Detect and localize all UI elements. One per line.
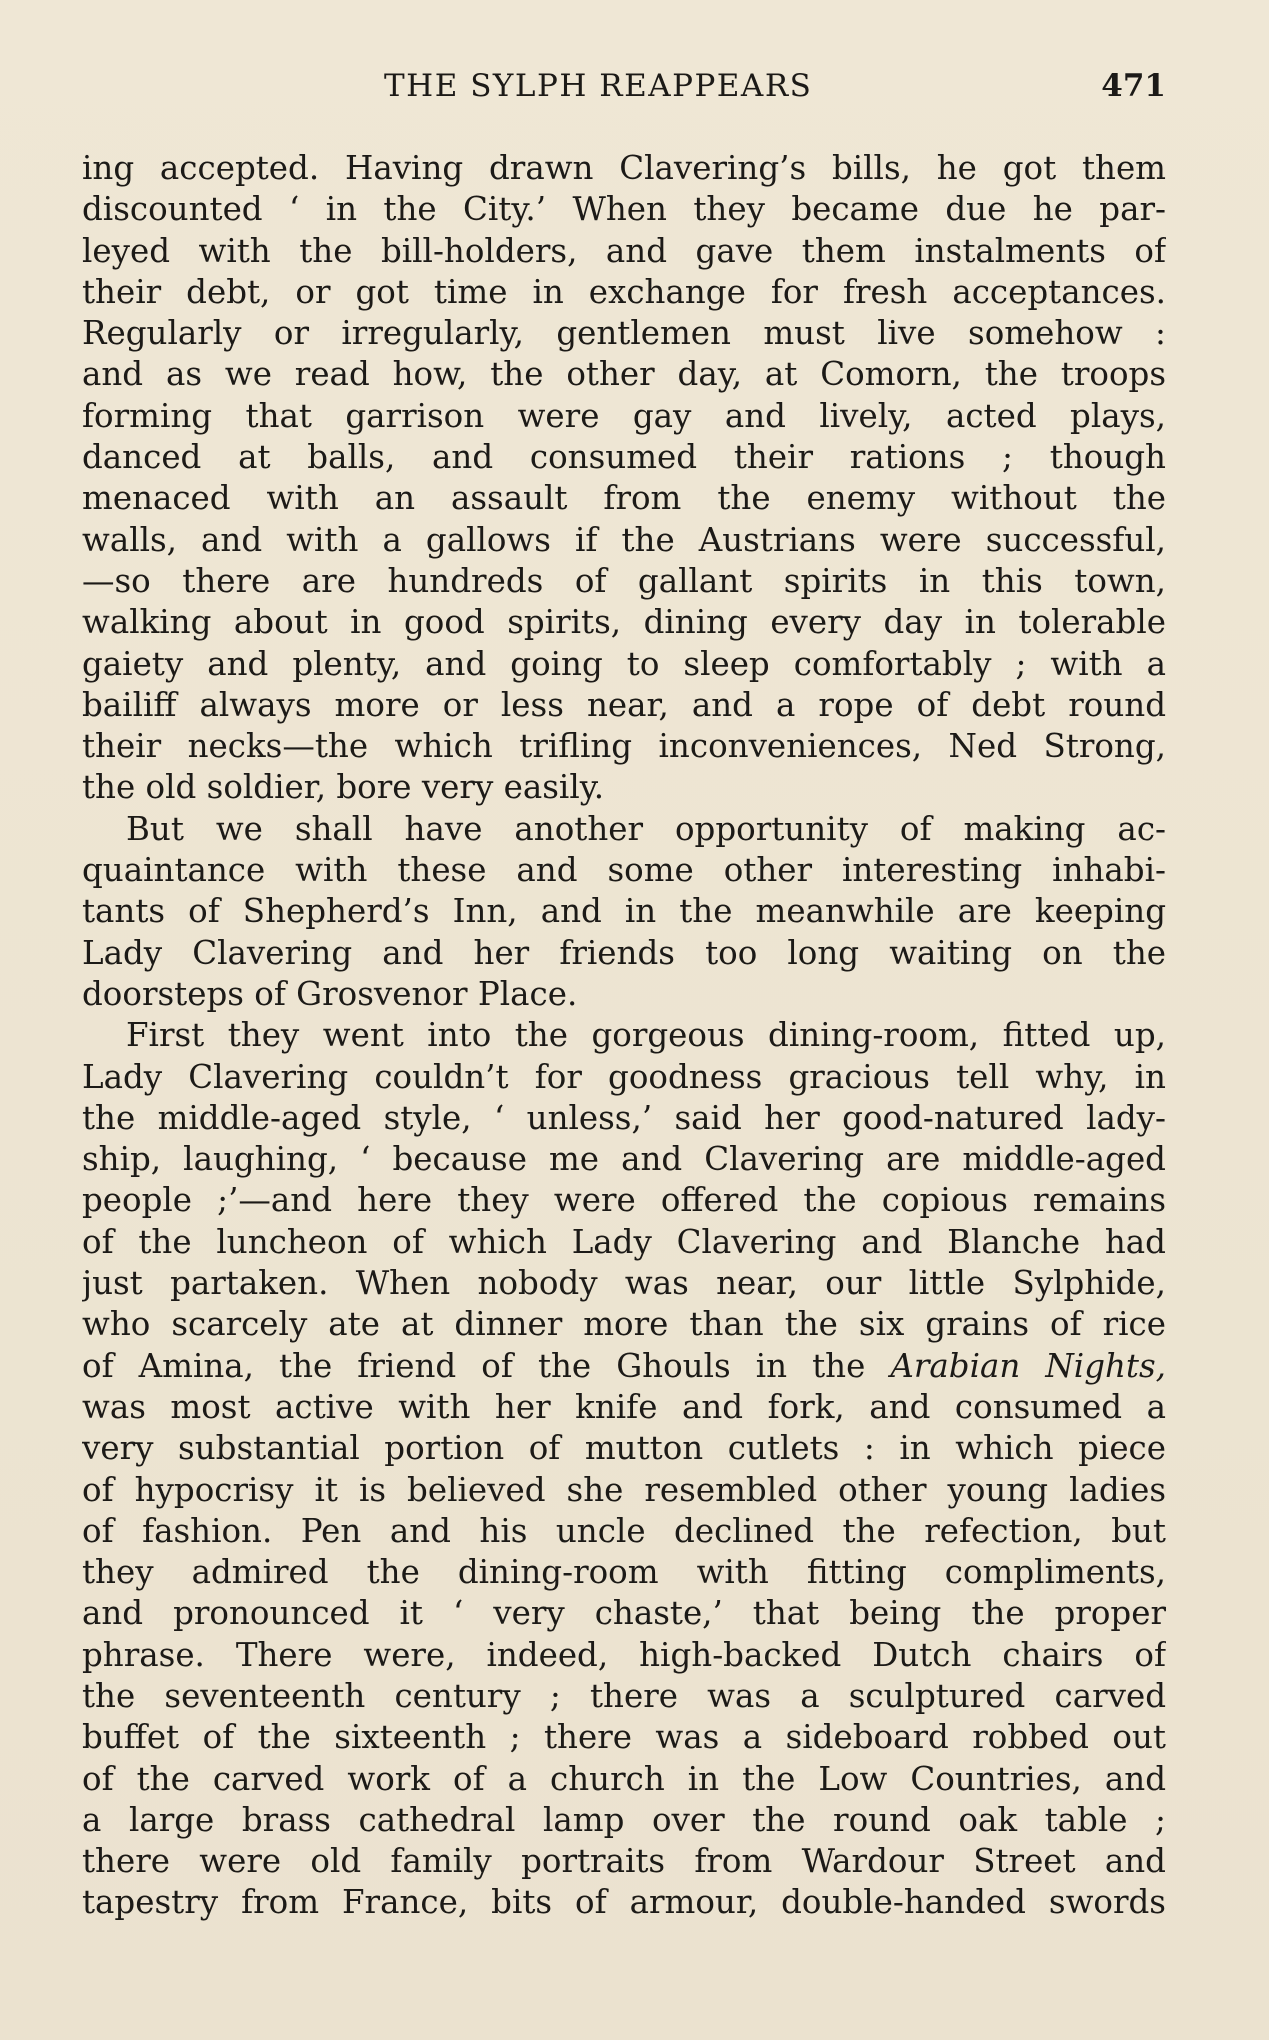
text-line: doorsteps of Grosvenor Place. [82, 974, 578, 1013]
text-line: people ;’—and here they were offered the copious remains [82, 1181, 1166, 1220]
text-line: forming that garrison were gay and lively, acted plays, [82, 396, 1166, 435]
text-line: menaced with an assault from the enemy without the [82, 479, 1166, 518]
text-line: ing accepted. Having drawn Clavering’s bills, he got them [82, 149, 1166, 187]
page-header [82, 64, 1166, 108]
text-line: discounted ‘ in the City.’ When they became due he par- [82, 190, 1166, 229]
text-line: buffet of the sixteenth ; there was a sideboard robbed out [82, 1718, 1166, 1757]
text-line: and as we read how, the other day, at Comorn, the troops [82, 355, 1166, 394]
text-line: of hypocrisy it is believed she resembled other young ladies [82, 1470, 1166, 1509]
text-line: the old soldier, bore very easily. [82, 768, 605, 807]
running-title: THE SYLPH REAPPEARS [384, 68, 813, 104]
text-line: just partaken. When nobody was near, our little Sylphide, [82, 1264, 1166, 1303]
text-line: Lady Clavering couldn’t for goodness gracious tell why, in [82, 1057, 1166, 1096]
text-line: First they went into the gorgeous dining-room, fitted up, [126, 1016, 1166, 1055]
text-line: But we shall have another opportunity of making ac- [126, 809, 1166, 848]
text-line: the seventeenth century ; there was a sculptured carved [82, 1676, 1166, 1715]
text-line: was most active with her knife and fork, and consumed a [82, 1387, 1166, 1426]
page-number: 471 [1101, 68, 1166, 104]
italic-title: Arabian Nights, [890, 1346, 1166, 1385]
text-line: walls, and with a gallows if the Austrians were successful, [82, 520, 1166, 559]
text-line: Lady Clavering and her friends too long waiting on the [82, 933, 1166, 972]
text-line: bailiff always more or less near, and a rope of debt round [82, 685, 1166, 724]
text-line: their debt, or got time in exchange for fresh acceptances. [82, 272, 1166, 311]
text-line: there were old family portraits from Wardour Street and [82, 1842, 1166, 1881]
text-line: the middle-aged style, ‘ unless,’ said her good-natured lady- [82, 1098, 1166, 1137]
text-line: leyed with the bill-holders, and gave them instalments of [82, 231, 1166, 270]
text-line: quaintance with these and some other interesting inhabi- [82, 851, 1166, 890]
body-text [82, 148, 1166, 1924]
text-line: very substantial portion of mutton cutlets : in which piece [82, 1429, 1166, 1468]
text-line: gaiety and plenty, and going to sleep comfortably ; with a [82, 644, 1166, 683]
text-line: their necks—the which trifling inconveniences, Ned Strong, [82, 727, 1166, 766]
text-line: phrase. There were, indeed, high-backed Dutch chairs of [82, 1635, 1166, 1674]
text-line: of the luncheon of which Lady Clavering and Blanche had [82, 1222, 1166, 1261]
text-line: ship, laughing, ‘ because me and Clavering are middle-aged [82, 1140, 1166, 1179]
text-line: walking about in good spirits, dining every day in tolerable [82, 603, 1166, 642]
text-line: of fashion. Pen and his uncle declined the refection, but [82, 1511, 1166, 1550]
text-line: a large brass cathedral lamp over the round oak table ; [82, 1800, 1166, 1839]
text-line-start: of Amina, the friend of the Ghouls in the [82, 1346, 891, 1385]
text-line: —so there are hundreds of gallant spirits in this town, [82, 561, 1166, 600]
text-line: they admired the dining-room with fitting compliments, [82, 1553, 1166, 1592]
text-line: tapestry from France, bits of armour, double-handed swords [82, 1883, 1166, 1922]
text-line: who scarcely ate at dinner more than the six grains of rice [82, 1305, 1166, 1344]
text-line: of the carved work of a church in the Low Countries, and [82, 1759, 1166, 1798]
text-line-with-italic [82, 1346, 1166, 1387]
text-line: danced at balls, and consumed their rations ; though [82, 438, 1166, 477]
text-line: tants of Shepherd’s Inn, and in the meanwhile are keeping [82, 892, 1166, 931]
text-line: and pronounced it ‘ very chaste,’ that being the proper [82, 1594, 1166, 1633]
text-line: Regularly or irregularly, gentlemen must live somehow : [82, 314, 1166, 353]
